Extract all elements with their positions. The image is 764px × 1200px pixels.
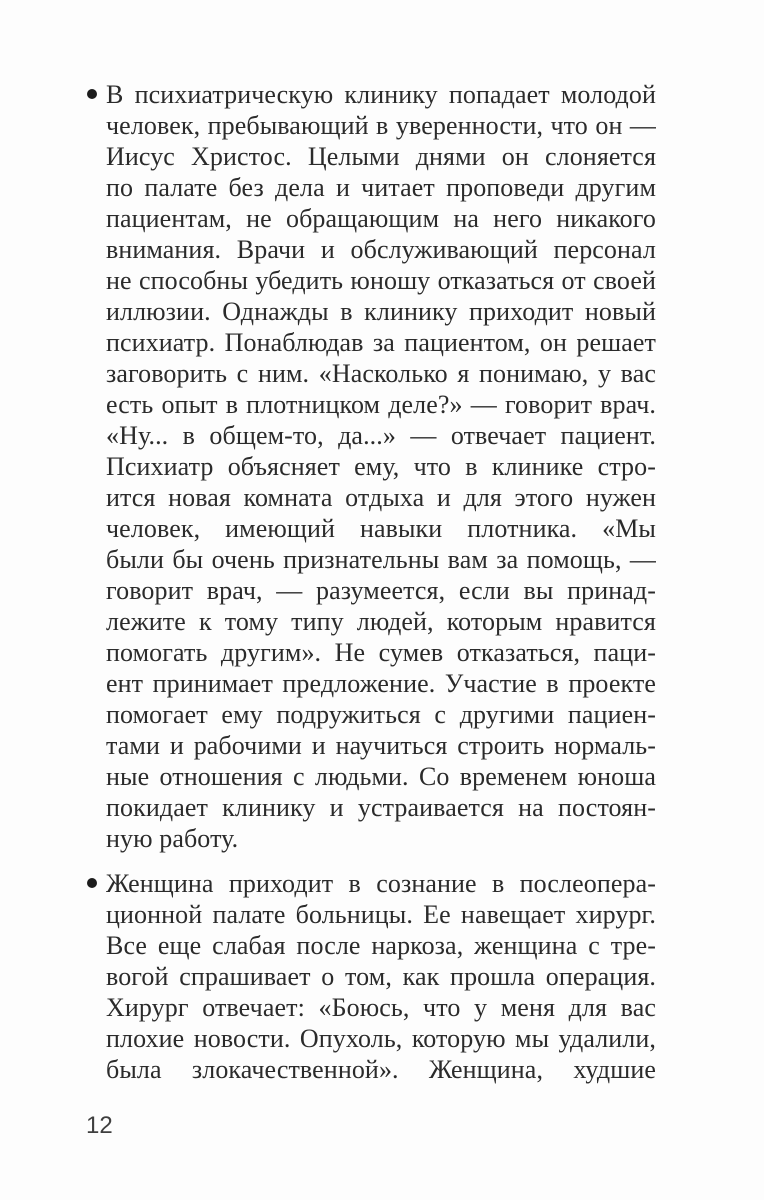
paragraph <box>106 79 656 854</box>
text-line: внимания. Врачи и обслуживающий персонал <box>106 235 656 264</box>
text-line: были бы очень признательны вам за помощь, — <box>106 545 656 574</box>
paragraph <box>106 868 656 1085</box>
text-line: помогать другим». Не сумев отказаться, паци- <box>106 638 656 667</box>
text-line: Психиатр объясняет ему, что в клинике стро- <box>106 452 656 481</box>
text-line: помогает ему подружиться с другими пациен- <box>106 700 656 729</box>
text-line: плохие новости. Опухоль, которую мы удалили, <box>106 1024 656 1053</box>
text-line: ную работу. <box>106 824 239 853</box>
text-line: Иисус Христос. Целыми днями он слоняется <box>106 142 656 171</box>
list-item <box>106 79 656 854</box>
text-line: Женщина приходит в сознание в послеопера- <box>106 869 656 898</box>
text-line: тами и рабочими и научиться строить нормаль- <box>106 731 656 760</box>
text-line: говорит врач, — разумеется, если вы принад- <box>106 576 656 605</box>
list-item <box>106 868 656 1085</box>
text-line: человек, пребывающий в уверенности, что он — <box>106 111 656 140</box>
bullet-icon <box>87 89 97 99</box>
text-line: ится новая комната отдыха и для этого нужен <box>106 483 656 512</box>
text-line: не способны убедить юношу отказаться от своей <box>106 266 656 295</box>
text-line: лежите к тому типу людей, которым нравится <box>106 607 656 636</box>
text-line: заговорить с ним. «Насколько я понимаю, у вас <box>106 359 656 388</box>
text-line: «Ну... в общем-то, да...» — отвечает пациент. <box>106 421 656 450</box>
text-line: Все еще слабая после наркоза, женщина с тре- <box>106 931 656 960</box>
text-line: В психиатрическую клинику попадает молодой <box>106 80 656 109</box>
text-line: покидает клинику и устраивается на постоян- <box>106 793 656 822</box>
text-line: человек, имеющий навыки плотника. «Мы <box>106 514 656 543</box>
text-line: ционной палате больницы. Ее навещает хирург. <box>106 900 656 929</box>
text-line: вогой спрашивает о том, как прошла операция. <box>106 962 656 991</box>
text-line: была злокачественной». Женщина, худшие <box>106 1055 656 1084</box>
text-line: по палате без дела и читает проповеди другим <box>106 173 656 202</box>
page-number: 12 <box>86 1112 113 1139</box>
text-line: ент принимает предложение. Участие в проекте <box>106 669 656 698</box>
text-line: иллюзии. Однажды в клинику приходит новый <box>106 297 656 326</box>
text-line: психиатр. Понаблюдав за пациентом, он решает <box>106 328 656 357</box>
text-line: ные отношения с людьми. Со временем юноша <box>106 762 656 791</box>
text-line: Хирург отвечает: «Боюсь, что у меня для вас <box>106 993 656 1022</box>
bullet-list <box>106 79 656 1085</box>
text-line: есть опыт в плотницком деле?» — говорит врач. <box>106 390 656 419</box>
text-line: пациентам, не обращающим на него никакого <box>106 204 656 233</box>
bullet-icon <box>87 878 97 888</box>
